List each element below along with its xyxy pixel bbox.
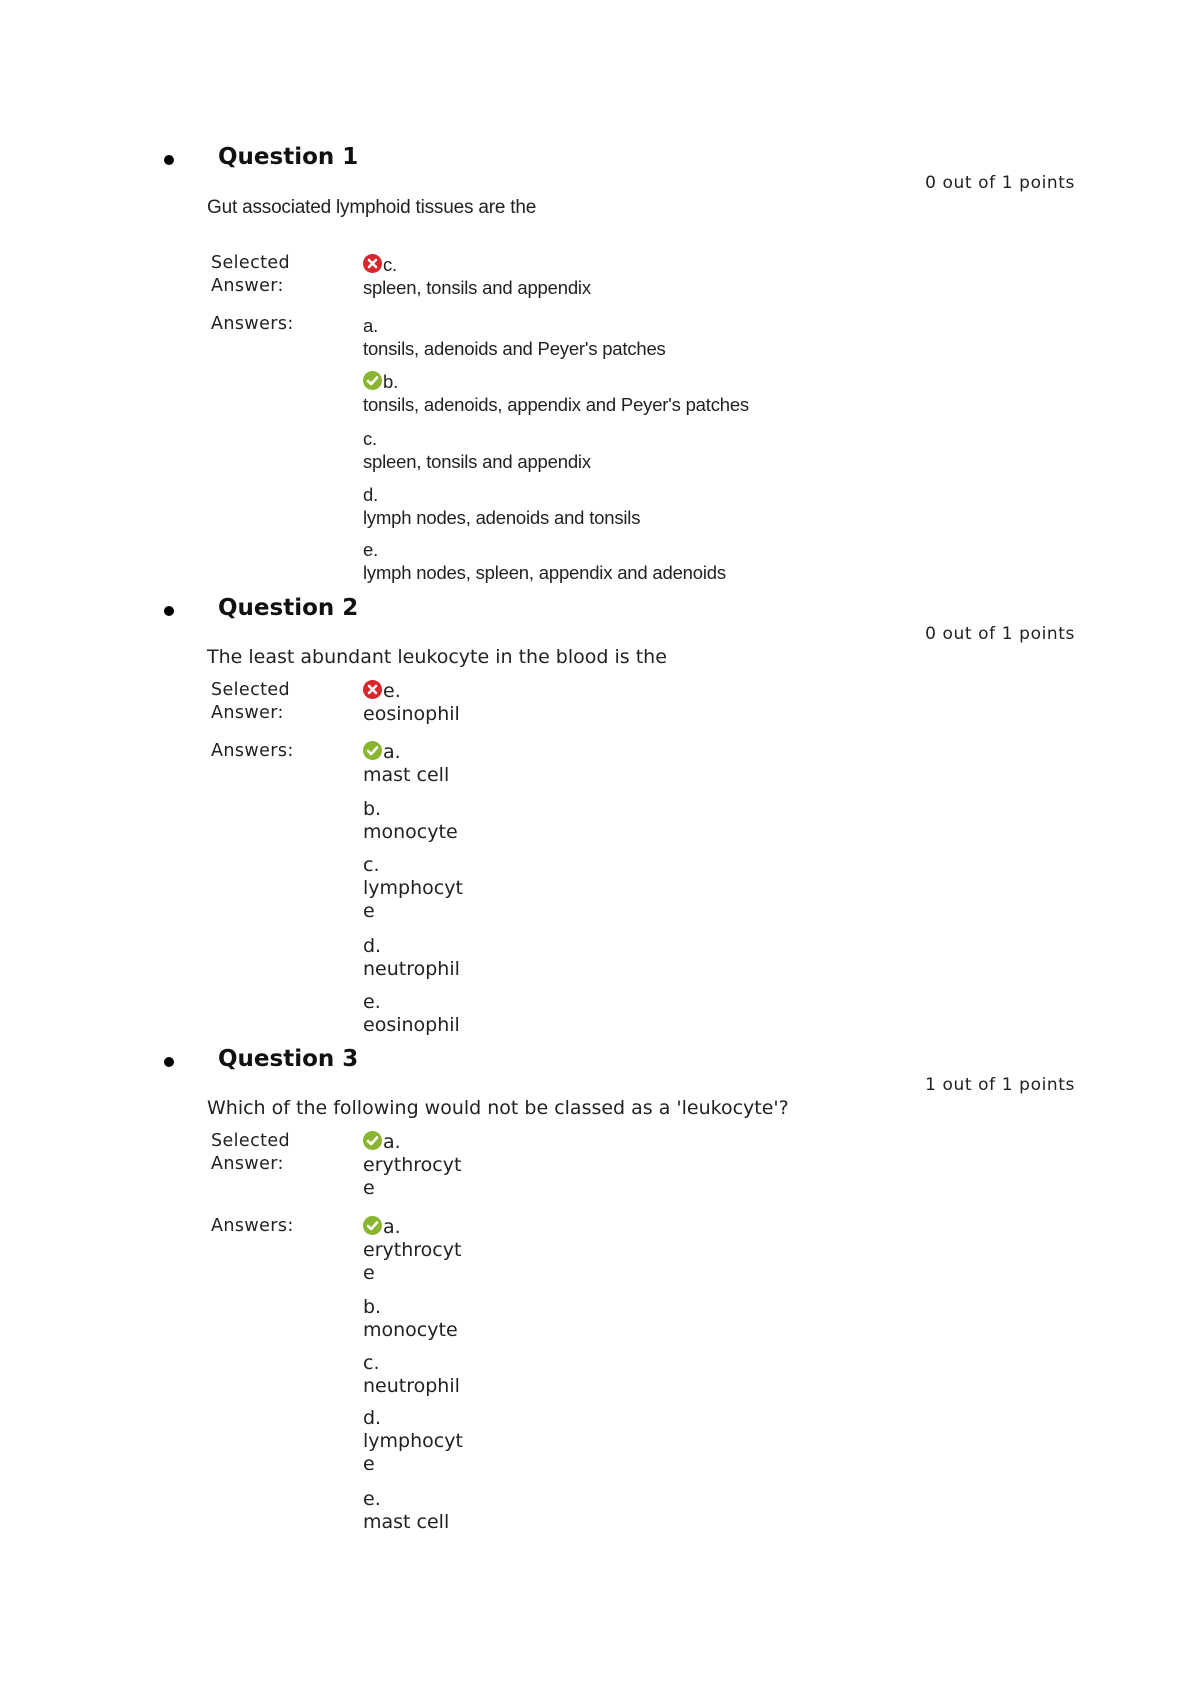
answer-option: a. erythrocyte [363, 1216, 462, 1284]
answer-option: a. mast cell [363, 741, 450, 786]
question-text: The least abundant leukocyte in the blood is the [207, 646, 667, 668]
question-points: 0 out of 1 points [925, 624, 1075, 644]
question-points: 1 out of 1 points [925, 1075, 1075, 1095]
answer-option: d. lymph nodes, adenoids and tonsils [363, 484, 641, 528]
question-text: Which of the following would not be classed as a 'leukocyte'? [207, 1097, 789, 1119]
answer-option: e. mast cell [363, 1488, 450, 1533]
selected-answer-label: Selected Answer: [211, 1131, 291, 1174]
selected-answer-label: Selected Answer: [211, 680, 291, 723]
selected-answer: a. erythrocyte [363, 1131, 462, 1199]
answer-option: b. monocyte [363, 798, 458, 843]
bullet-icon [164, 155, 174, 165]
selected-answer: c. spleen, tonsils and appendix [363, 254, 591, 298]
question-text: Gut associated lymphoid tissues are the [207, 197, 537, 218]
answer-option: b. monocyte [363, 1296, 458, 1341]
question-title: Question 3 [218, 1046, 359, 1072]
answer-option: d. lymphocyte [363, 1407, 463, 1475]
x-circle-icon [363, 680, 382, 699]
check-circle-icon [363, 741, 382, 760]
question-points: 0 out of 1 points [925, 173, 1075, 193]
answers-label: Answers: [211, 1216, 294, 1236]
answer-option: c. spleen, tonsils and appendix [363, 428, 591, 472]
answers-label: Answers: [211, 741, 294, 761]
answer-option: e. lymph nodes, spleen, appendix and adenoids [363, 539, 726, 583]
question-title: Question 2 [218, 595, 359, 621]
bullet-icon [164, 606, 174, 616]
bullet-icon [164, 1057, 174, 1067]
question-title: Question 1 [218, 144, 359, 170]
answer-option: c. neutrophil [363, 1352, 460, 1397]
answer-option: c. lymphocyte [363, 854, 463, 922]
answers-label: Answers: [211, 314, 294, 334]
answer-option: e. eosinophil [363, 991, 460, 1036]
selected-answer: e. eosinophil [363, 680, 460, 725]
answer-option: d. neutrophil [363, 935, 460, 980]
answer-option: b. tonsils, adenoids, appendix and Peyer's patches [363, 371, 749, 415]
answer-option: a. tonsils, adenoids and Peyer's patches [363, 315, 666, 359]
selected-answer-label: Selected Answer: [211, 253, 291, 296]
x-circle-icon [363, 254, 382, 273]
check-circle-icon [363, 1216, 382, 1235]
check-circle-icon [363, 1131, 382, 1150]
check-circle-icon [363, 371, 382, 390]
